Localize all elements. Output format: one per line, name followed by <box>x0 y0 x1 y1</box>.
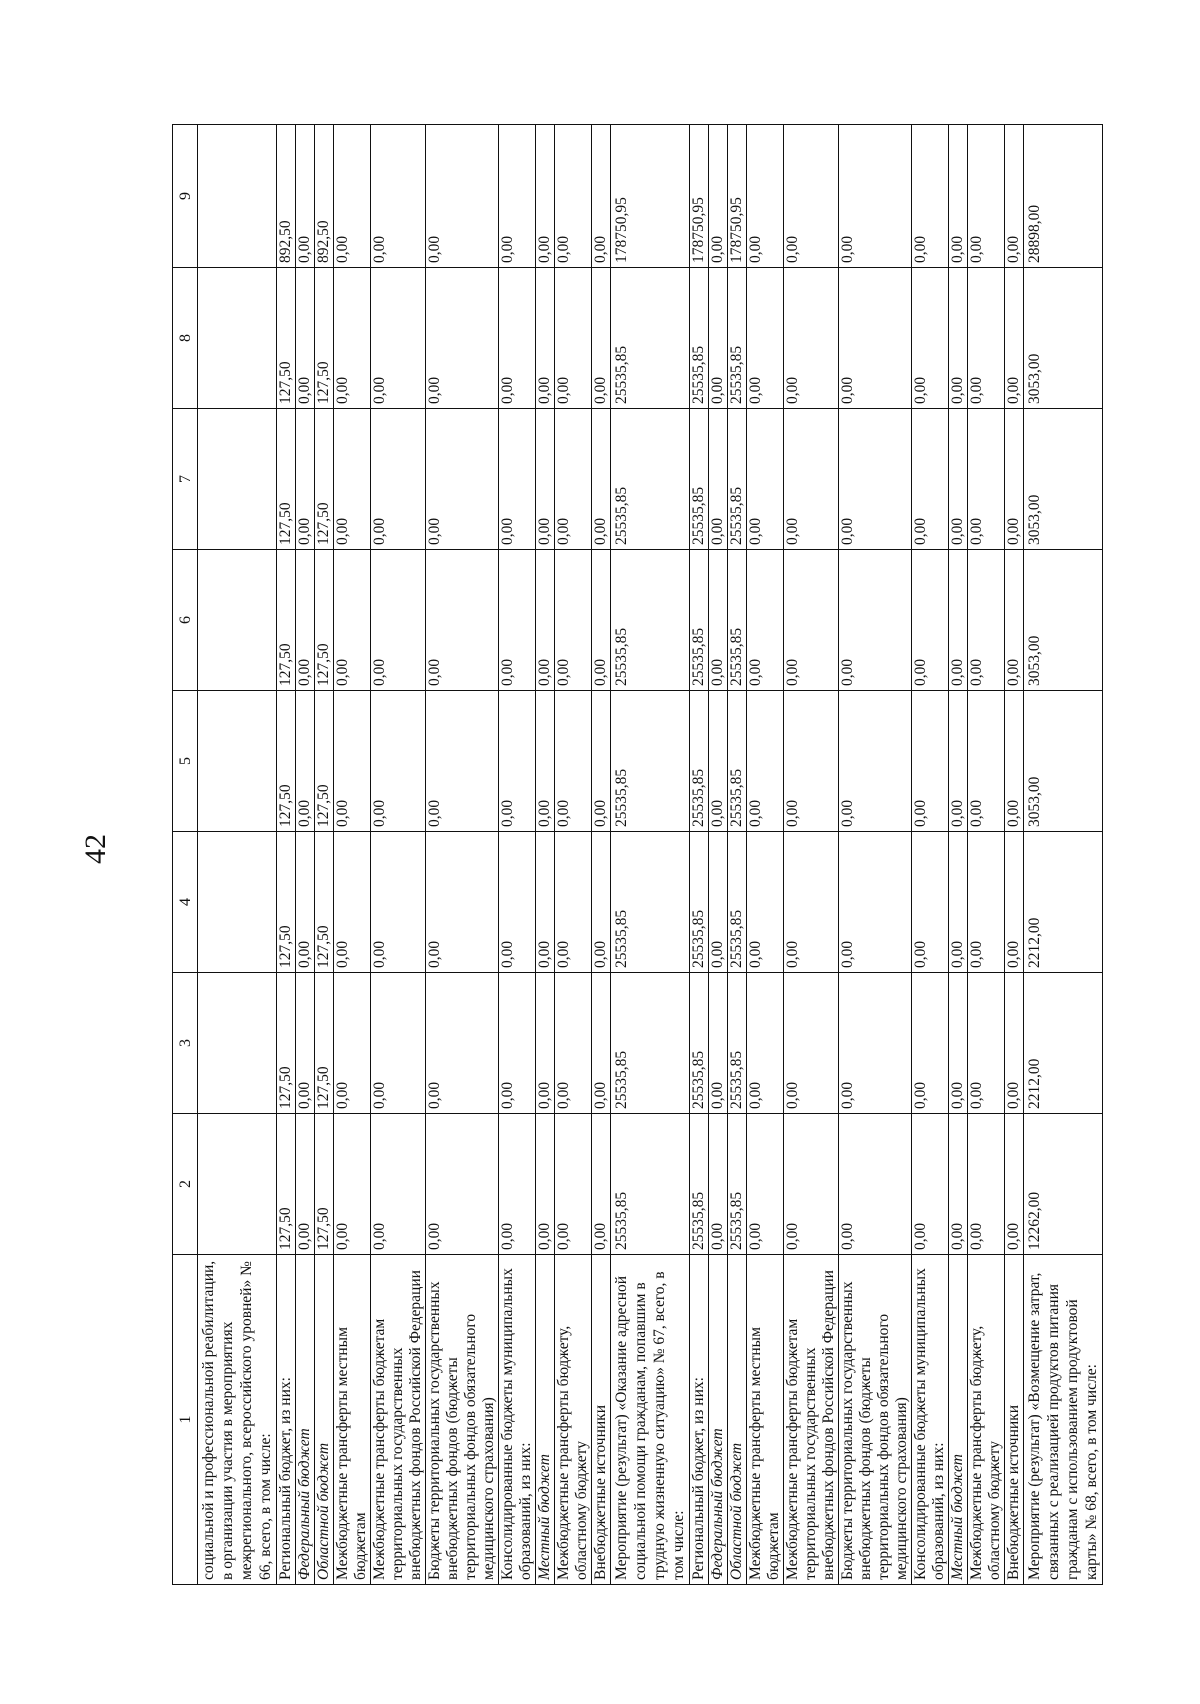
value-cell: 0,00 <box>296 691 315 832</box>
value-cell: 0,00 <box>839 409 912 550</box>
header-cell: 9 <box>173 125 198 268</box>
value-cell: 0,00 <box>499 1114 536 1255</box>
value-cell: 0,00 <box>555 691 592 832</box>
value-cell: 0,00 <box>747 550 784 691</box>
value-cell: 0,00 <box>296 832 315 973</box>
value-cell: 127,50 <box>277 409 296 550</box>
table-row <box>592 125 611 1585</box>
table-row-measure <box>611 125 690 1585</box>
row-label: Межбюджетные трансферты бюджету, областному бюджету <box>968 1255 1005 1585</box>
value-cell: 0,00 <box>296 125 315 268</box>
table-row <box>426 125 499 1585</box>
row-label: Федеральный бюджет <box>296 1255 315 1585</box>
value-cell: 0,00 <box>334 125 371 268</box>
value-cell: 127,50 <box>277 550 296 691</box>
value-cell: 0,00 <box>334 691 371 832</box>
header-cell: 7 <box>173 409 198 550</box>
value-cell: 0,00 <box>592 832 611 973</box>
value-cell: 3053,00 <box>1024 691 1103 832</box>
value-cell: 0,00 <box>371 973 426 1114</box>
value-cell: 0,00 <box>839 125 912 268</box>
value-cell: 0,00 <box>949 1114 968 1255</box>
value-cell: 25535,85 <box>611 268 690 409</box>
row-label: Местный бюджет <box>949 1255 968 1585</box>
header-cell: 1 <box>173 1255 198 1585</box>
value-cell <box>198 125 277 268</box>
value-cell: 0,00 <box>747 973 784 1114</box>
value-cell: 0,00 <box>371 691 426 832</box>
value-cell: 0,00 <box>949 125 968 268</box>
row-label: Внебюджетные источники <box>592 1255 611 1585</box>
value-cell <box>198 1114 277 1255</box>
value-cell: 0,00 <box>784 691 839 832</box>
row-label: Межбюджетные трансферты бюджетам территориальных государственных внебюджетных фондов Российской Федерации <box>371 1255 426 1585</box>
value-cell: 0,00 <box>709 691 728 832</box>
value-cell: 25535,85 <box>611 973 690 1114</box>
header-cell: 8 <box>173 268 198 409</box>
value-cell: 0,00 <box>334 268 371 409</box>
header-cell: 3 <box>173 973 198 1114</box>
value-cell: 3053,00 <box>1024 268 1103 409</box>
value-cell: 0,00 <box>709 125 728 268</box>
row-label: Бюджеты территориальных государственных внебюджетных фондов (бюджеты территориальных фондов обязательного медицинского страхования) <box>426 1255 499 1585</box>
table-row <box>949 125 968 1585</box>
value-cell: 2212,00 <box>1024 973 1103 1114</box>
value-cell: 0,00 <box>1005 691 1024 832</box>
value-cell: 0,00 <box>426 1114 499 1255</box>
value-cell: 25535,85 <box>728 973 747 1114</box>
value-cell: 0,00 <box>1005 550 1024 691</box>
value-cell: 0,00 <box>499 268 536 409</box>
table-row <box>536 125 555 1585</box>
value-cell: 0,00 <box>536 973 555 1114</box>
header-cell: 6 <box>173 550 198 691</box>
value-cell: 0,00 <box>371 832 426 973</box>
page-number: 42 <box>79 834 112 864</box>
value-cell: 0,00 <box>968 550 1005 691</box>
value-cell: 25535,85 <box>690 550 709 691</box>
table-row <box>555 125 592 1585</box>
value-cell: 0,00 <box>536 268 555 409</box>
value-cell: 0,00 <box>334 973 371 1114</box>
value-cell: 0,00 <box>371 550 426 691</box>
table-row <box>277 125 296 1585</box>
table-row <box>747 125 784 1585</box>
value-cell: 127,50 <box>315 691 334 832</box>
value-cell: 127,50 <box>315 973 334 1114</box>
value-cell: 0,00 <box>1005 973 1024 1114</box>
value-cell: 25535,85 <box>728 691 747 832</box>
value-cell: 25535,85 <box>728 1114 747 1255</box>
table-row <box>709 125 728 1585</box>
value-cell: 0,00 <box>912 973 949 1114</box>
value-cell: 0,00 <box>747 409 784 550</box>
rotated-table-wrapper <box>172 125 1100 1585</box>
value-cell: 0,00 <box>784 268 839 409</box>
value-cell: 0,00 <box>371 125 426 268</box>
table-row <box>784 125 839 1585</box>
value-cell: 12262,00 <box>1024 1114 1103 1255</box>
value-cell: 0,00 <box>784 832 839 973</box>
value-cell: 0,00 <box>499 973 536 1114</box>
value-cell: 0,00 <box>949 691 968 832</box>
value-cell: 0,00 <box>949 550 968 691</box>
value-cell: 0,00 <box>949 973 968 1114</box>
row-label: Консолидированные бюджеты муниципальных образований, из них: <box>499 1255 536 1585</box>
value-cell: 0,00 <box>709 1114 728 1255</box>
value-cell <box>198 973 277 1114</box>
value-cell: 0,00 <box>839 973 912 1114</box>
table-body <box>198 125 1103 1585</box>
row-label: Местный бюджет <box>536 1255 555 1585</box>
row-label: Внебюджетные источники <box>1005 1255 1024 1585</box>
value-cell: 25535,85 <box>690 973 709 1114</box>
row-label: Областной бюджет <box>315 1255 334 1585</box>
value-cell: 25535,85 <box>611 1114 690 1255</box>
value-cell: 0,00 <box>968 268 1005 409</box>
value-cell: 0,00 <box>334 1114 371 1255</box>
value-cell: 3053,00 <box>1024 550 1103 691</box>
value-cell: 25535,85 <box>728 832 747 973</box>
value-cell: 0,00 <box>709 973 728 1114</box>
value-cell: 0,00 <box>536 125 555 268</box>
value-cell: 0,00 <box>839 268 912 409</box>
value-cell: 0,00 <box>334 409 371 550</box>
value-cell: 25535,85 <box>611 832 690 973</box>
value-cell: 3053,00 <box>1024 409 1103 550</box>
value-cell: 892,50 <box>315 125 334 268</box>
value-cell: 0,00 <box>839 1114 912 1255</box>
value-cell: 25535,85 <box>728 409 747 550</box>
row-label: Мероприятие (результат) «Возмещение затрат, связанных с реализацией продуктов питания гражданам с использованием продуктовой карты» № 68, всего, в том числе: <box>1024 1255 1103 1585</box>
header-cell: 4 <box>173 832 198 973</box>
value-cell: 0,00 <box>839 691 912 832</box>
value-cell: 127,50 <box>315 409 334 550</box>
value-cell: 0,00 <box>371 268 426 409</box>
row-label: Региональный бюджет, из них: <box>277 1255 296 1585</box>
row-label: Межбюджетные трансферты бюджету, областному бюджету <box>555 1255 592 1585</box>
header-row <box>173 125 198 1585</box>
value-cell: 0,00 <box>747 125 784 268</box>
value-cell: 0,00 <box>426 125 499 268</box>
value-cell: 178750,95 <box>728 125 747 268</box>
value-cell: 25535,85 <box>690 832 709 973</box>
value-cell: 0,00 <box>555 832 592 973</box>
value-cell: 0,00 <box>784 409 839 550</box>
table-row <box>968 125 1005 1585</box>
value-cell: 2212,00 <box>1024 832 1103 973</box>
row-label: социальной и профессиональной реабилитации, в организации участия в мероприятиях межрегионального, всероссийского уровней» № 66, всего, в том числе: <box>198 1255 277 1585</box>
table-row <box>296 125 315 1585</box>
value-cell: 0,00 <box>1005 409 1024 550</box>
value-cell: 0,00 <box>747 1114 784 1255</box>
value-cell: 0,00 <box>536 691 555 832</box>
value-cell: 0,00 <box>296 268 315 409</box>
value-cell <box>198 409 277 550</box>
value-cell: 25535,85 <box>611 550 690 691</box>
value-cell: 0,00 <box>912 409 949 550</box>
value-cell: 0,00 <box>912 125 949 268</box>
row-label: Мероприятие (результат) «Оказание адресной социальной помощи гражданам, попавшим в трудную жизненную ситуацию» № 67, всего, в том числе: <box>611 1255 690 1585</box>
value-cell: 127,50 <box>315 1114 334 1255</box>
value-cell: 25535,85 <box>728 268 747 409</box>
value-cell: 0,00 <box>839 832 912 973</box>
table-row <box>371 125 426 1585</box>
value-cell: 127,50 <box>315 832 334 973</box>
value-cell: 0,00 <box>912 1114 949 1255</box>
value-cell: 25535,85 <box>728 550 747 691</box>
value-cell: 0,00 <box>709 832 728 973</box>
value-cell: 0,00 <box>968 125 1005 268</box>
value-cell: 0,00 <box>592 268 611 409</box>
value-cell <box>198 550 277 691</box>
budget-table <box>172 124 1103 1585</box>
value-cell: 0,00 <box>371 409 426 550</box>
value-cell: 127,50 <box>277 268 296 409</box>
value-cell: 0,00 <box>784 973 839 1114</box>
value-cell: 0,00 <box>296 550 315 691</box>
value-cell: 0,00 <box>499 125 536 268</box>
value-cell: 0,00 <box>426 691 499 832</box>
value-cell: 127,50 <box>277 973 296 1114</box>
value-cell: 0,00 <box>499 832 536 973</box>
row-label: Бюджеты территориальных государственных внебюджетных фондов (бюджеты территориальных фондов обязательного медицинского страхования) <box>839 1255 912 1585</box>
value-cell: 0,00 <box>968 1114 1005 1255</box>
value-cell: 0,00 <box>426 409 499 550</box>
value-cell: 0,00 <box>555 1114 592 1255</box>
value-cell: 0,00 <box>968 691 1005 832</box>
value-cell: 0,00 <box>334 550 371 691</box>
value-cell: 0,00 <box>968 409 1005 550</box>
value-cell: 127,50 <box>315 550 334 691</box>
table-row <box>499 125 536 1585</box>
value-cell: 127,50 <box>277 1114 296 1255</box>
value-cell: 0,00 <box>371 1114 426 1255</box>
value-cell: 25535,85 <box>611 409 690 550</box>
value-cell: 0,00 <box>499 550 536 691</box>
row-label: Федеральный бюджет <box>709 1255 728 1585</box>
table-row <box>1005 125 1024 1585</box>
value-cell: 0,00 <box>949 409 968 550</box>
value-cell: 0,00 <box>949 832 968 973</box>
value-cell: 25535,85 <box>611 691 690 832</box>
value-cell: 0,00 <box>426 973 499 1114</box>
row-label: Региональный бюджет, из них: <box>690 1255 709 1585</box>
value-cell: 0,00 <box>592 973 611 1114</box>
value-cell: 0,00 <box>555 268 592 409</box>
row-label: Межбюджетные трансферты бюджетам территориальных государственных внебюджетных фондов Российской Федерации <box>784 1255 839 1585</box>
value-cell: 25535,85 <box>690 409 709 550</box>
value-cell: 0,00 <box>426 268 499 409</box>
table-row <box>690 125 709 1585</box>
row-label: Консолидированные бюджеты муниципальных образований, из них: <box>912 1255 949 1585</box>
value-cell: 0,00 <box>536 1114 555 1255</box>
value-cell: 0,00 <box>912 268 949 409</box>
value-cell: 0,00 <box>968 832 1005 973</box>
value-cell: 0,00 <box>536 409 555 550</box>
value-cell: 0,00 <box>555 125 592 268</box>
value-cell: 25535,85 <box>690 691 709 832</box>
value-cell: 0,00 <box>592 1114 611 1255</box>
table-row-measure <box>198 125 277 1585</box>
value-cell: 0,00 <box>592 125 611 268</box>
value-cell: 127,50 <box>277 832 296 973</box>
value-cell <box>198 268 277 409</box>
value-cell: 0,00 <box>592 409 611 550</box>
value-cell <box>198 832 277 973</box>
value-cell: 127,50 <box>277 691 296 832</box>
value-cell: 0,00 <box>839 550 912 691</box>
value-cell: 0,00 <box>555 973 592 1114</box>
value-cell: 0,00 <box>1005 268 1024 409</box>
value-cell: 25535,85 <box>690 268 709 409</box>
value-cell: 0,00 <box>1005 1114 1024 1255</box>
value-cell: 0,00 <box>709 550 728 691</box>
value-cell: 0,00 <box>555 550 592 691</box>
value-cell: 0,00 <box>592 691 611 832</box>
value-cell: 0,00 <box>499 691 536 832</box>
row-label: Межбюджетные трансферты местным бюджетам <box>747 1255 784 1585</box>
table-row <box>315 125 334 1585</box>
row-label: Межбюджетные трансферты местным бюджетам <box>334 1255 371 1585</box>
value-cell: 0,00 <box>296 1114 315 1255</box>
value-cell: 178750,95 <box>690 125 709 268</box>
value-cell: 0,00 <box>784 550 839 691</box>
value-cell: 0,00 <box>912 832 949 973</box>
header-cell: 5 <box>173 691 198 832</box>
value-cell: 28898,00 <box>1024 125 1103 268</box>
value-cell: 0,00 <box>747 832 784 973</box>
value-cell: 0,00 <box>426 550 499 691</box>
value-cell: 0,00 <box>709 409 728 550</box>
value-cell: 892,50 <box>277 125 296 268</box>
value-cell: 0,00 <box>747 268 784 409</box>
table-row <box>839 125 912 1585</box>
table-row-measure <box>1024 125 1103 1585</box>
value-cell: 0,00 <box>709 268 728 409</box>
value-cell: 0,00 <box>296 973 315 1114</box>
value-cell: 0,00 <box>296 409 315 550</box>
value-cell: 0,00 <box>784 1114 839 1255</box>
value-cell: 0,00 <box>555 409 592 550</box>
value-cell: 0,00 <box>334 832 371 973</box>
value-cell: 127,50 <box>315 268 334 409</box>
table-row <box>728 125 747 1585</box>
value-cell: 0,00 <box>499 409 536 550</box>
value-cell: 25535,85 <box>690 1114 709 1255</box>
value-cell: 0,00 <box>592 550 611 691</box>
value-cell: 178750,95 <box>611 125 690 268</box>
header-cell: 2 <box>173 1114 198 1255</box>
value-cell: 0,00 <box>912 691 949 832</box>
value-cell: 0,00 <box>536 832 555 973</box>
value-cell: 0,00 <box>1005 125 1024 268</box>
value-cell: 0,00 <box>912 550 949 691</box>
table-row <box>912 125 949 1585</box>
value-cell: 0,00 <box>784 125 839 268</box>
value-cell: 0,00 <box>747 691 784 832</box>
value-cell: 0,00 <box>968 973 1005 1114</box>
row-label: Областной бюджет <box>728 1255 747 1585</box>
value-cell: 0,00 <box>1005 832 1024 973</box>
value-cell: 0,00 <box>536 550 555 691</box>
value-cell: 0,00 <box>949 268 968 409</box>
value-cell <box>198 691 277 832</box>
value-cell: 0,00 <box>426 832 499 973</box>
table-row <box>334 125 371 1585</box>
